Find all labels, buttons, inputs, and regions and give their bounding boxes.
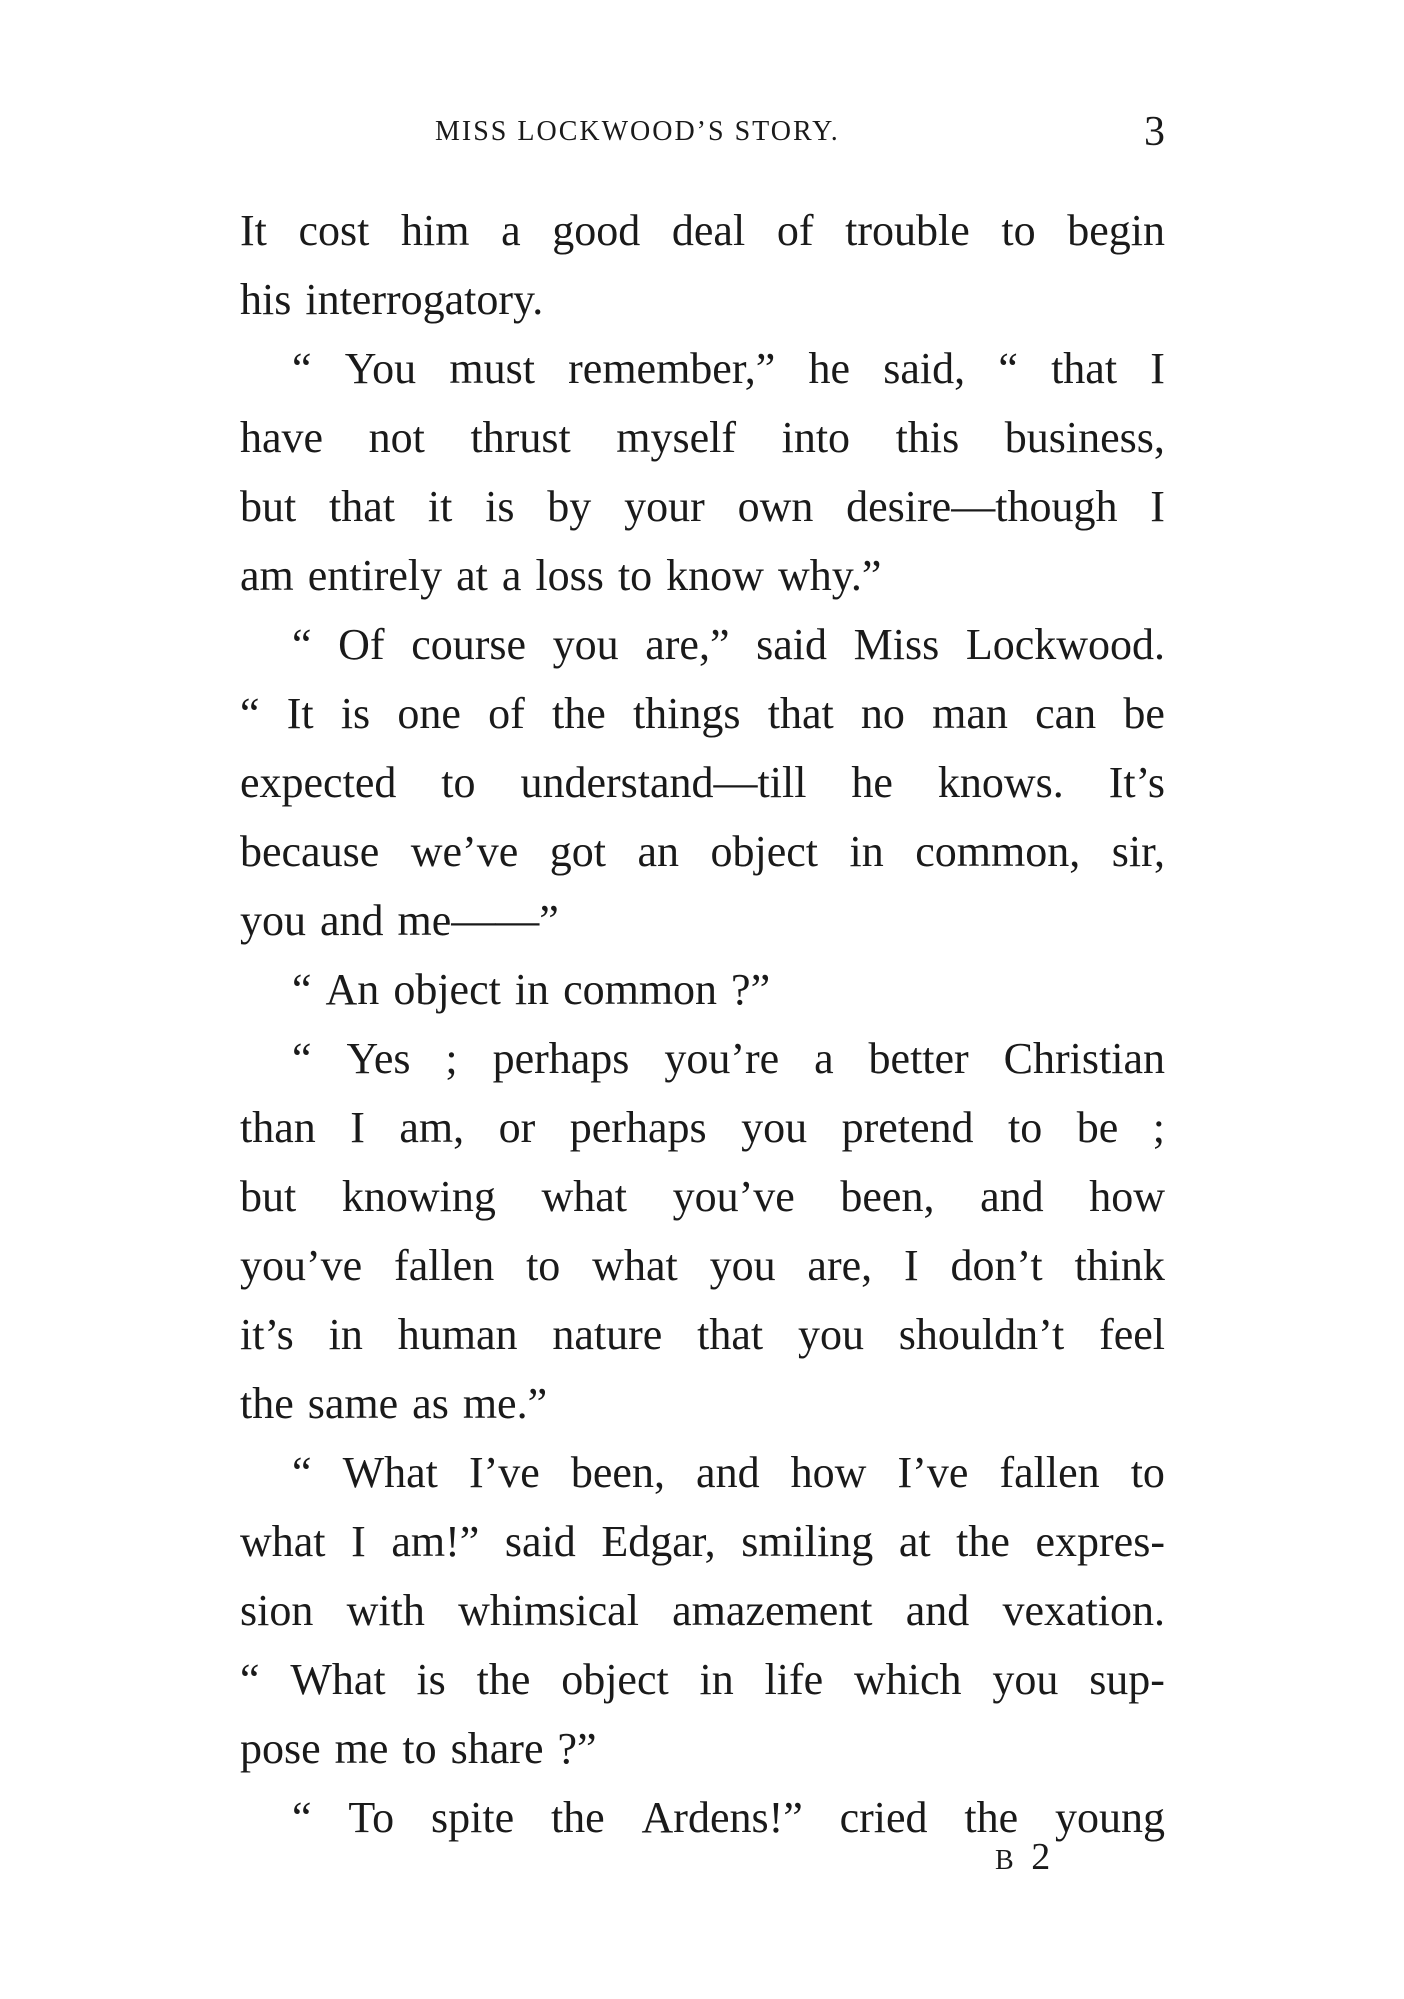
signature-number: 2: [1031, 1836, 1055, 1878]
text-word: ;: [445, 1034, 458, 1083]
text-word: perhaps: [569, 1103, 707, 1152]
text-word: An: [325, 965, 380, 1014]
text-line: [240, 334, 1165, 403]
text-word: me.”: [462, 1379, 548, 1428]
text-line: [240, 955, 1165, 1024]
text-line: [240, 679, 1165, 748]
text-word: It: [286, 689, 314, 738]
text-word: I: [350, 1103, 365, 1152]
text-word: You: [344, 344, 417, 393]
text-word: “: [292, 965, 312, 1014]
text-line: [240, 1369, 1165, 1438]
text-word: can: [1035, 689, 1097, 738]
text-word: knows.: [937, 758, 1064, 807]
text-word: It: [240, 206, 267, 255]
text-word: because: [240, 827, 380, 876]
text-word: that: [329, 482, 396, 531]
text-line: [240, 1438, 1165, 1507]
text-word: than: [240, 1103, 316, 1152]
text-word: you: [552, 620, 619, 669]
text-word: of: [776, 206, 814, 255]
text-line: [240, 1024, 1165, 1093]
text-word: to: [1130, 1448, 1165, 1497]
text-word: is: [485, 482, 515, 531]
text-word: fallen: [394, 1241, 495, 1290]
text-line: [240, 748, 1165, 817]
text-word: me——”: [397, 896, 559, 945]
text-word: why.”: [777, 551, 882, 600]
text-word: that: [767, 689, 834, 738]
text-word: life: [764, 1655, 824, 1704]
text-word: be: [1123, 689, 1165, 738]
text-line: [240, 1645, 1165, 1714]
text-word: but: [240, 482, 297, 531]
text-word: in: [328, 1310, 363, 1359]
text-word: the: [964, 1793, 1019, 1842]
text-word: “: [998, 344, 1018, 393]
text-word: I: [1150, 482, 1165, 531]
text-word: understand—till: [520, 758, 807, 807]
text-word: am!”: [391, 1517, 480, 1566]
text-word: Miss: [853, 620, 940, 669]
text-word: good: [552, 206, 641, 255]
text-word: how: [790, 1448, 867, 1497]
page-number: 3: [1144, 109, 1165, 155]
text-word: him: [401, 206, 470, 255]
text-word: I’ve: [897, 1448, 969, 1497]
text-word: I: [1150, 344, 1165, 393]
text-word: Lockwood.: [965, 620, 1165, 669]
text-word: said: [504, 1517, 576, 1566]
text-word: “: [292, 620, 312, 669]
text-word: got: [549, 827, 606, 876]
text-word: it: [427, 482, 453, 531]
text-word: what: [240, 1517, 326, 1566]
text-word: man: [932, 689, 1008, 738]
text-word: sion: [240, 1586, 314, 1635]
text-word: been,: [840, 1172, 935, 1221]
text-line: [240, 1576, 1165, 1645]
text-word: vexation.: [1002, 1586, 1165, 1635]
text-word: that: [697, 1310, 764, 1359]
text-word: the: [476, 1655, 531, 1704]
text-line: [240, 196, 1165, 265]
text-word: have: [240, 413, 324, 462]
text-word: ;: [1152, 1103, 1165, 1152]
text-word: a: [814, 1034, 834, 1083]
text-word: you: [741, 1103, 808, 1152]
text-line: [240, 1231, 1165, 1300]
text-word: young: [1054, 1793, 1165, 1842]
text-word: this: [895, 413, 960, 462]
text-word: in: [514, 965, 550, 1014]
text-word: pretend: [841, 1103, 974, 1152]
text-word: I’ve: [468, 1448, 540, 1497]
text-line: [240, 265, 1165, 334]
text-word: are,”: [645, 620, 730, 669]
text-word: at: [456, 551, 488, 600]
text-word: myself: [616, 413, 737, 462]
text-word: entirely: [307, 551, 443, 600]
text-word: perhaps: [492, 1034, 630, 1083]
text-word: things: [632, 689, 741, 738]
running-head: [240, 108, 1165, 158]
text-word: by: [547, 482, 592, 531]
text-word: whimsical: [458, 1586, 639, 1635]
text-word: you’ve: [240, 1241, 363, 1290]
text-word: he: [851, 758, 893, 807]
text-word: to: [1001, 206, 1036, 255]
text-word: to: [526, 1241, 561, 1290]
text-word: we’ve: [410, 827, 519, 876]
text-word: in: [699, 1655, 734, 1704]
text-word: deal: [671, 206, 746, 255]
text-word: loss: [535, 551, 604, 600]
text-line: [240, 886, 1165, 955]
text-word: To: [348, 1793, 395, 1842]
text-word: what: [541, 1172, 627, 1221]
text-word: “: [240, 1655, 260, 1704]
text-word: share: [450, 1724, 544, 1773]
text-word: be: [1076, 1103, 1119, 1152]
text-word: business,: [1004, 413, 1165, 462]
text-word: the: [551, 689, 606, 738]
text-word: It’s: [1108, 758, 1165, 807]
text-word: a: [501, 551, 522, 600]
text-word: your: [624, 482, 705, 531]
text-word: an: [637, 827, 680, 876]
text-word: feel: [1099, 1310, 1165, 1359]
text-word: begin: [1067, 206, 1165, 255]
text-word: better: [868, 1034, 969, 1083]
text-line: [240, 403, 1165, 472]
text-line: [240, 472, 1165, 541]
signature-mark: [995, 1835, 1054, 1879]
text-word: you: [240, 896, 306, 945]
text-word: thrust: [470, 413, 571, 462]
text-word: that: [1051, 344, 1118, 393]
text-word: is: [340, 689, 371, 738]
text-word: you’ve: [672, 1172, 795, 1221]
text-word: I: [351, 1517, 366, 1566]
text-word: me: [334, 1724, 389, 1773]
text-word: said: [756, 620, 827, 669]
text-word: know: [666, 551, 764, 600]
text-word: to: [1008, 1103, 1043, 1152]
text-word: Edgar,: [601, 1517, 716, 1566]
text-word: no: [860, 689, 905, 738]
text-word: into: [781, 413, 851, 462]
text-word: as: [412, 1379, 449, 1428]
text-word: own: [737, 482, 814, 531]
text-word: common: [563, 965, 718, 1014]
text-word: you’re: [664, 1034, 780, 1083]
text-word: I: [904, 1241, 919, 1290]
text-word: amazement: [672, 1586, 873, 1635]
text-word: object: [393, 965, 501, 1014]
text-word: ?”: [731, 965, 771, 1014]
text-word: nature: [552, 1310, 663, 1359]
running-title: MISS LOCKWOOD’S STORY.: [435, 116, 840, 147]
text-word: Of: [338, 620, 385, 669]
text-line: [240, 1162, 1165, 1231]
text-word: what: [592, 1241, 678, 1290]
text-word: it’s: [240, 1310, 294, 1359]
text-word: Yes: [346, 1034, 411, 1083]
text-word: with: [346, 1586, 425, 1635]
text-word: “: [240, 689, 260, 738]
text-word: is: [416, 1655, 446, 1704]
text-word: in: [849, 827, 884, 876]
text-word: common,: [915, 827, 1081, 876]
text-word: don’t: [950, 1241, 1043, 1290]
text-word: and: [905, 1586, 970, 1635]
text-word: said,: [883, 344, 966, 393]
text-word: interrogatory.: [305, 275, 544, 324]
text-word: must: [449, 344, 535, 393]
text-word: how: [1089, 1172, 1165, 1221]
text-word: Ardens!”: [641, 1793, 803, 1842]
text-word: the: [240, 1379, 294, 1428]
text-word: course: [411, 620, 527, 669]
text-word: What: [342, 1448, 438, 1497]
text-word: “: [292, 1034, 312, 1083]
text-word: fallen: [999, 1448, 1100, 1497]
text-line: [240, 1300, 1165, 1369]
text-word: “: [292, 1793, 312, 1842]
text-word: the: [956, 1517, 1010, 1566]
text-word: and: [980, 1172, 1044, 1221]
text-word: “: [292, 344, 312, 393]
text-line: [240, 1714, 1165, 1783]
text-word: a: [501, 206, 521, 255]
text-word: the: [550, 1793, 605, 1842]
text-word: “: [292, 1448, 312, 1497]
text-word: cried: [839, 1793, 928, 1842]
text-word: one: [397, 689, 461, 738]
text-word: and: [696, 1448, 760, 1497]
text-word: are,: [807, 1241, 873, 1290]
text-word: cost: [298, 206, 370, 255]
text-line: [240, 817, 1165, 886]
text-line: [240, 1093, 1165, 1162]
text-word: not: [368, 413, 425, 462]
text-word: am: [240, 551, 294, 600]
text-word: you: [709, 1241, 776, 1290]
text-word: ?”: [557, 1724, 597, 1773]
signature-letter: B: [995, 1845, 1018, 1876]
text-word: to: [441, 758, 476, 807]
text-word: think: [1074, 1241, 1165, 1290]
text-word: smiling: [741, 1517, 874, 1566]
text-word: expres-: [1035, 1517, 1165, 1566]
text-line: [240, 1507, 1165, 1576]
text-word: sup-: [1089, 1655, 1165, 1704]
text-word: sir,: [1111, 827, 1165, 876]
text-word: object: [561, 1655, 669, 1704]
text-word: trouble: [845, 206, 970, 255]
text-word: expected: [240, 758, 397, 807]
text-word: at: [898, 1517, 931, 1566]
text-word: am,: [399, 1103, 465, 1152]
text-word: remember,”: [568, 344, 776, 393]
text-word: he: [808, 344, 850, 393]
text-word: knowing: [341, 1172, 496, 1221]
text-word: to: [617, 551, 653, 600]
text-word: been,: [570, 1448, 665, 1497]
text-word: object: [710, 827, 819, 876]
text-word: of: [488, 689, 525, 738]
text-line: [240, 610, 1165, 679]
text-word: human: [397, 1310, 518, 1359]
text-word: pose: [240, 1724, 321, 1773]
text-word: and: [320, 896, 384, 945]
body-text: [240, 196, 1165, 1852]
text-word: but: [240, 1172, 297, 1221]
text-word: desire—though: [846, 482, 1118, 531]
text-word: shouldn’t: [898, 1310, 1065, 1359]
text-word: same: [307, 1379, 399, 1428]
text-word: What: [290, 1655, 386, 1704]
text-word: or: [498, 1103, 536, 1152]
text-word: Christian: [1003, 1034, 1165, 1083]
text-word: his: [240, 275, 292, 324]
text-word: you: [992, 1655, 1059, 1704]
text-word: spite: [431, 1793, 515, 1842]
text-word: you: [797, 1310, 864, 1359]
text-word: to: [402, 1724, 437, 1773]
text-line: [240, 541, 1165, 610]
text-word: which: [854, 1655, 962, 1704]
